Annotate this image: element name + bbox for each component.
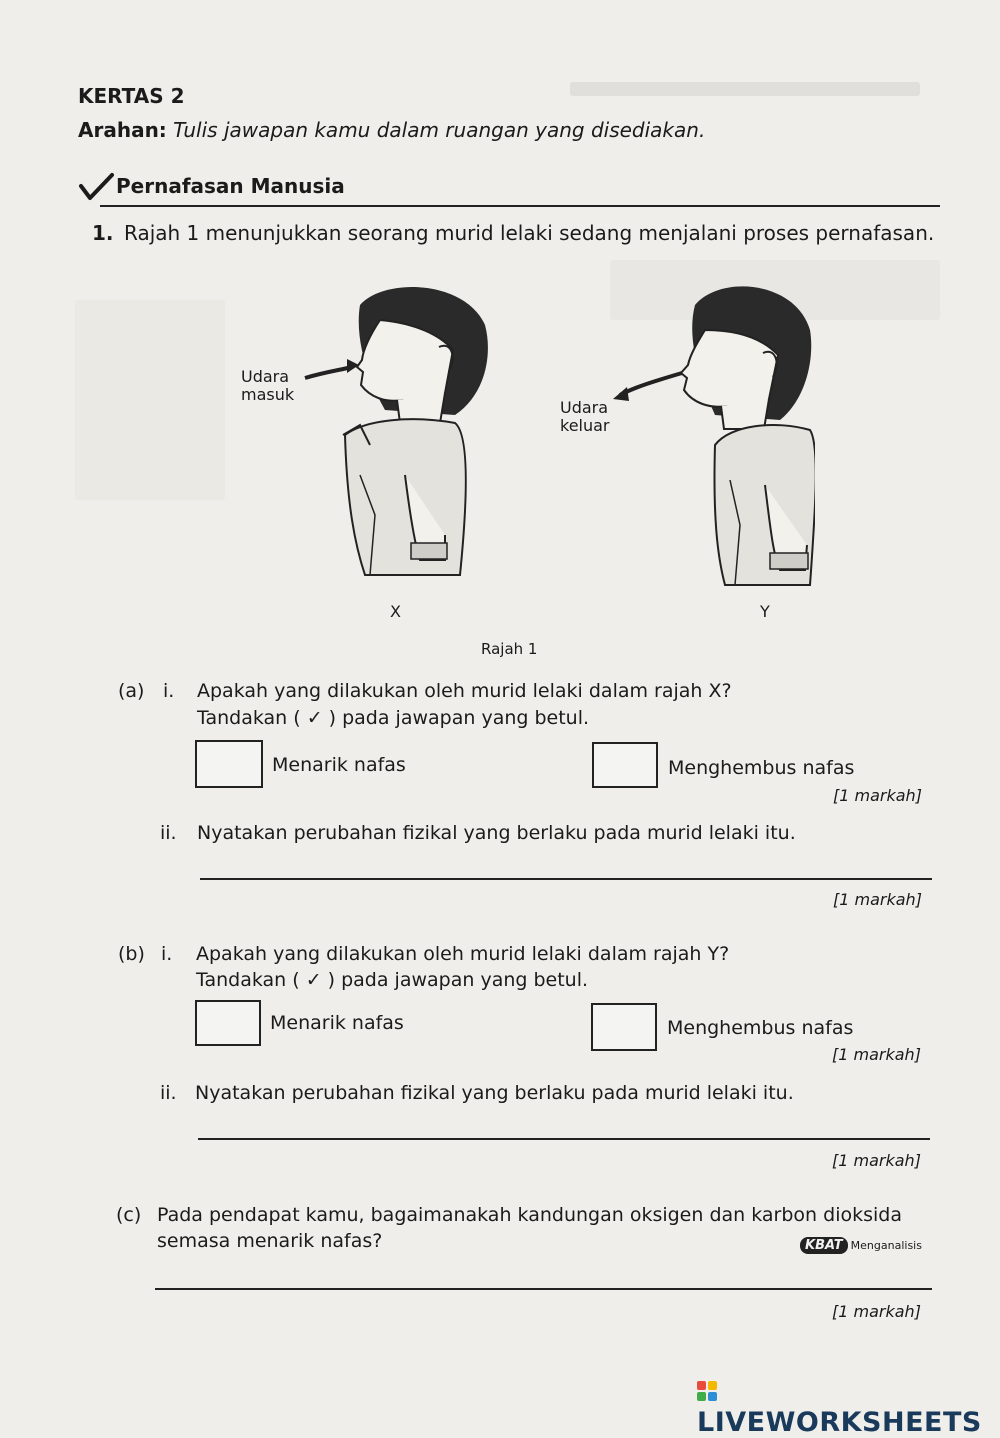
liveworksheets-logo-icon [697,1381,719,1403]
label-y: Y [760,602,770,621]
part-a-ii-marks: [1 markah] [833,890,922,909]
part-a-ii-number: ii. [160,822,177,844]
kbat-tag [800,1237,922,1254]
part-a-option-2-label: Menghembus nafas [668,757,855,779]
breathing-figure [235,275,815,625]
part-c-question-line-2: semasa menarik nafas? [157,1230,383,1252]
part-b-i-instruction: Tandakan ( ✓ ) pada jawapan yang betul. [196,969,589,991]
part-a-option-1-label: Menarik nafas [272,754,406,776]
part-b-option-2-checkbox[interactable] [591,1003,657,1051]
label-air-in-2: masuk [241,385,295,404]
part-c-answer-line[interactable] [155,1288,932,1290]
part-a-option-2-checkbox[interactable] [592,742,658,788]
part-b-i-marks: [1 markah] [832,1045,921,1064]
paper-title: KERTAS 2 [78,84,185,108]
breathing-illustration [235,275,815,625]
part-b-option-1-label: Menarik nafas [270,1012,404,1034]
part-b-ii-number: ii. [160,1082,177,1104]
kbat-skill: Menganalisis [850,1239,922,1252]
instruction-text: Tulis jawapan kamu dalam ruangan yang disediakan. [173,118,706,142]
part-a-option-1-checkbox[interactable] [195,740,263,788]
show-through-shading [75,300,225,500]
boy-y-illustration [681,286,815,585]
part-b-option-1-checkbox[interactable] [195,1000,261,1046]
part-c-marks: [1 markah] [832,1302,921,1321]
part-a-i-number: i. [163,680,175,702]
part-b-letter: (b) [118,943,145,965]
liveworksheets-watermark [697,1376,1000,1438]
liveworksheets-brand-text: LIVEWORKSHEETS [697,1407,982,1438]
part-b-ii-marks: [1 markah] [832,1151,921,1170]
part-a-i-question: Apakah yang dilakukan oleh murid lelaki dalam rajah X? [197,680,732,702]
part-b-ii-answer-line[interactable] [198,1138,930,1140]
part-a-i-marks: [1 markah] [833,786,922,805]
label-air-in-1: Udara [241,367,290,386]
kbat-badge: KBAT [800,1237,848,1254]
section-check-icon [78,172,114,206]
part-b-i-number: i. [161,943,173,965]
question-stem: Rajah 1 menunjukkan seorang murid lelaki sedang menjalani proses pernafasan. [124,221,935,245]
part-a-i-instruction: Tandakan ( ✓ ) pada jawapan yang betul. [197,707,590,729]
instruction-label: Arahan: [78,118,167,142]
label-x: X [390,602,401,621]
part-a-ii-answer-line[interactable] [200,878,932,880]
boy-x-illustration [343,287,488,575]
question-number: 1. [92,221,114,245]
part-b-i-question: Apakah yang dilakukan oleh murid lelaki dalam rajah Y? [196,943,730,965]
part-c-question-line-1: Pada pendapat kamu, bagaimanakah kandungan oksigen dan karbon dioksida [157,1204,902,1226]
show-through-shading [570,82,920,96]
figure-caption: Rajah 1 [481,640,538,658]
part-b-ii-question: Nyatakan perubahan fizikal yang berlaku pada murid lelaki itu. [195,1082,794,1104]
instruction [78,118,705,142]
part-a-ii-question: Nyatakan perubahan fizikal yang berlaku pada murid lelaki itu. [197,822,796,844]
section-title: Pernafasan Manusia [116,174,345,198]
label-air-out-2: keluar [560,416,610,435]
section-divider [100,205,940,207]
part-c-letter: (c) [116,1204,142,1226]
part-a-letter: (a) [118,680,145,702]
label-air-out-1: Udara [560,398,609,417]
part-b-option-2-label: Menghembus nafas [667,1017,854,1039]
